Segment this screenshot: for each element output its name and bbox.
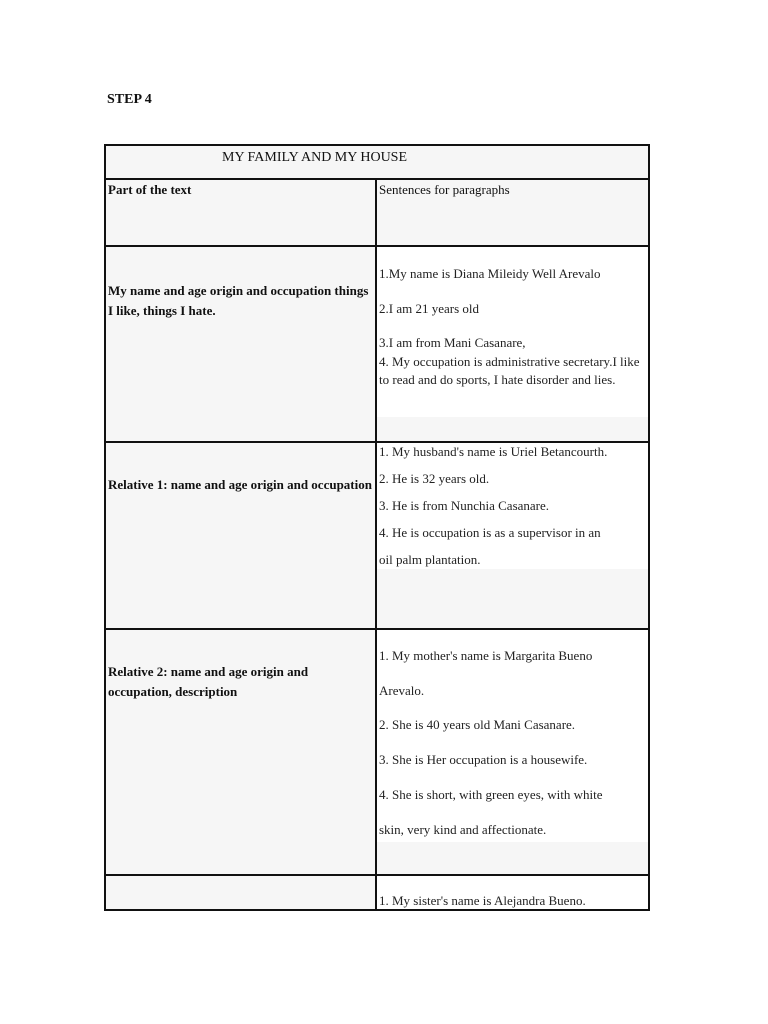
table-row xyxy=(106,876,648,909)
table-title-row xyxy=(106,146,648,180)
sentence: 4. My occupation is administrative secretary.I like to read and do sports, I hate disorder and lies. xyxy=(379,354,640,387)
table-row xyxy=(106,443,648,630)
step-heading: STEP 4 xyxy=(107,92,152,107)
sentences-cell xyxy=(377,876,648,909)
part-cell xyxy=(106,247,377,441)
column-header-sentences: Sentences for paragraphs xyxy=(379,182,510,197)
table-header-row xyxy=(106,180,648,247)
part-label: Relative 2: name and age origin and occupation, description xyxy=(108,664,309,699)
table-row xyxy=(106,247,648,443)
sentence: skin, very kind and affectionate. xyxy=(379,822,547,837)
sentences-cell xyxy=(377,443,648,628)
sentence: 4. He is occupation is as a supervisor in an xyxy=(379,525,601,540)
sentence: 4. She is short, with green eyes, with white xyxy=(379,787,603,802)
table-title: MY FAMILY AND MY HOUSE xyxy=(222,150,408,165)
table-row xyxy=(106,630,648,876)
sentence: 1.My name is Diana Mileidy Well Arevalo xyxy=(379,266,601,281)
sentence: Arevalo. xyxy=(379,683,425,698)
sentence: 3.I am from Mani Casanare, xyxy=(379,335,526,350)
sentences-cell xyxy=(377,630,648,874)
sentence: oil palm plantation. xyxy=(379,552,481,567)
sentence: 3. She is Her occupation is a housewife. xyxy=(379,752,588,767)
sentence: 2.I am 21 years old xyxy=(379,301,480,316)
family-table xyxy=(104,144,650,911)
header-cell-sentences xyxy=(377,180,648,245)
sentences-cell xyxy=(377,247,648,441)
sentence: 3. He is from Nunchia Casanare. xyxy=(379,498,550,513)
part-cell xyxy=(106,630,377,874)
sentence: 1. My husband's name is Uriel Betancourth. xyxy=(379,444,608,459)
part-label: My name and age origin and occupation things I like, things I hate. xyxy=(108,283,369,318)
header-cell-part xyxy=(106,180,377,245)
sentence: 2. She is 40 years old Mani Casanare. xyxy=(379,717,576,732)
part-label: Relative 1: name and age origin and occupation xyxy=(108,477,372,492)
part-cell xyxy=(106,876,377,909)
part-cell xyxy=(106,443,377,628)
sentence: 2. He is 32 years old. xyxy=(379,471,490,486)
sentence: 1. My sister's name is Alejandra Bueno. xyxy=(379,893,586,908)
sentence: 1. My mother's name is Margarita Bueno xyxy=(379,648,593,663)
column-header-part: Part of the text xyxy=(108,182,192,197)
